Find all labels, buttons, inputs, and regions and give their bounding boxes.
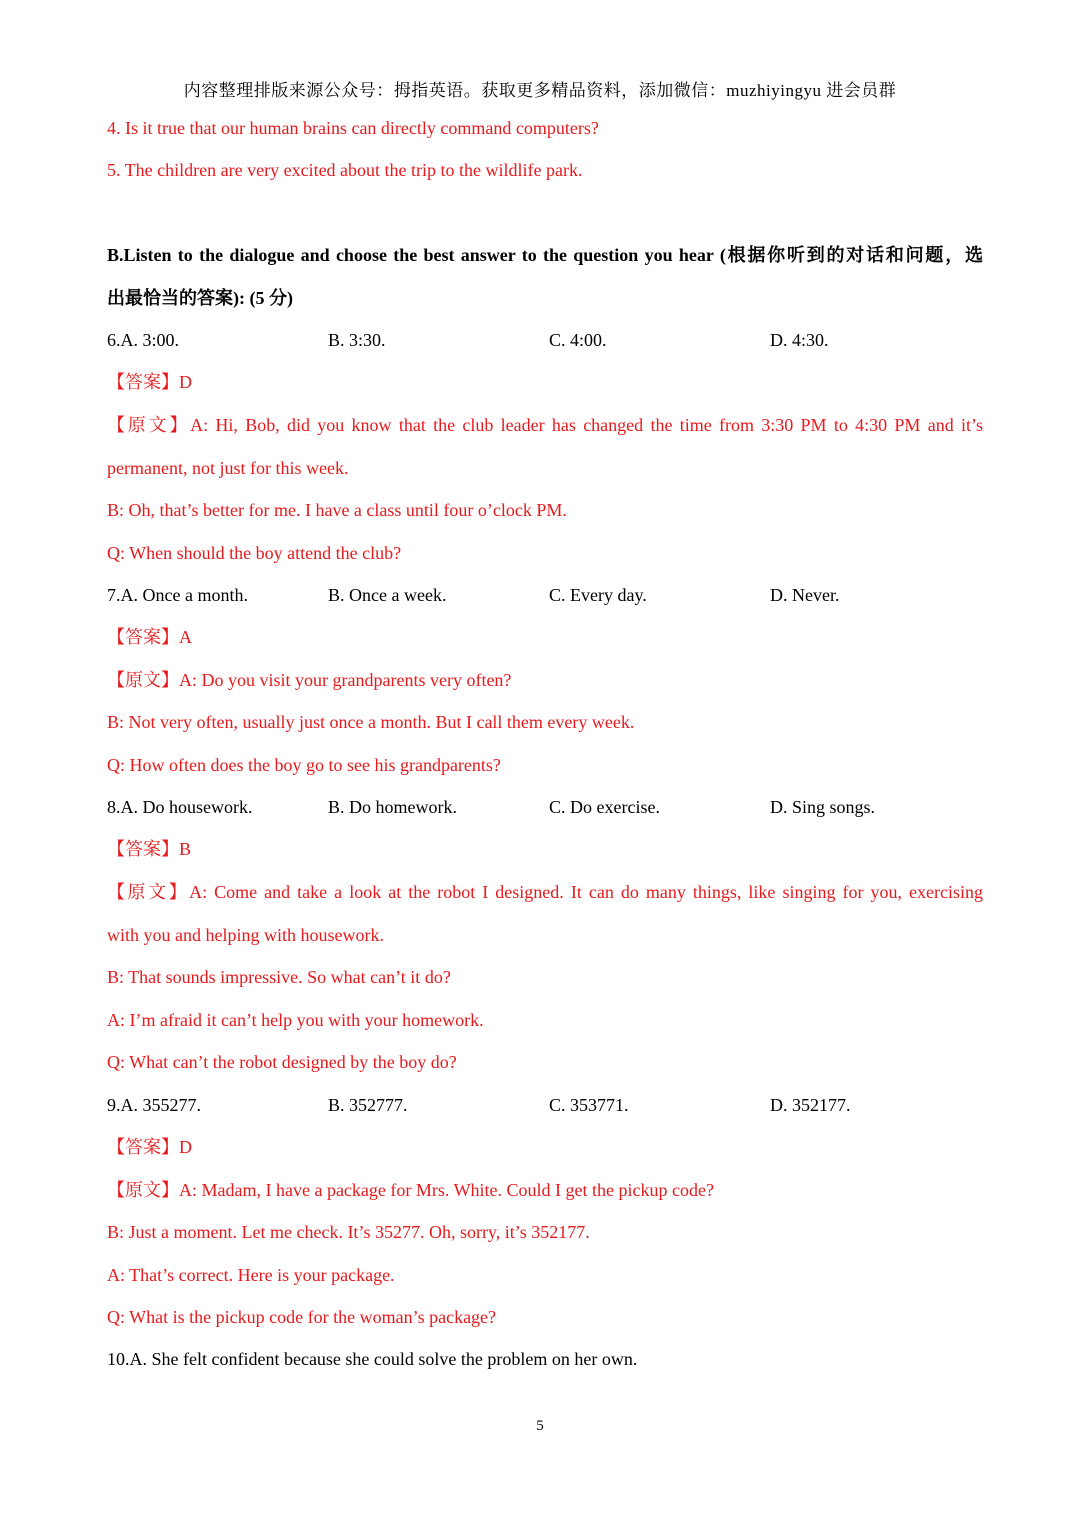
question-4-text: 4. Is it true that our human brains can directly command computers? xyxy=(107,118,599,138)
section-b-title: B.Listen to the dialogue and choose the best answer to the question you hear (根据你听到的对话和问题，选 xyxy=(107,245,983,265)
option-c: C. Every day. xyxy=(549,585,647,605)
script-8-line: with you and helping with housework. xyxy=(107,925,384,945)
option-c: C. 4:00. xyxy=(549,330,607,350)
script-7-line: 【原文】A: Do you visit your grandparents very often? xyxy=(107,670,512,690)
script-9-line: 【原文】A: Madam, I have a package for Mrs. White. Could I get the pickup code? xyxy=(107,1180,714,1200)
question-5-text: 5. The children are very excited about the trip to the wildlife park. xyxy=(107,160,583,180)
question-10-option-a: 10.A. She felt confident because she could solve the problem on her own. xyxy=(107,1349,638,1369)
answer-8: 【答案】B xyxy=(107,839,192,859)
script-8-line: B: That sounds impressive. So what can’t it do? xyxy=(107,967,451,987)
script-9-question: Q: What is the pickup code for the woman’s package? xyxy=(107,1307,497,1327)
option-b: B. Once a week. xyxy=(328,585,447,605)
option-c: C. Do exercise. xyxy=(549,797,660,817)
script-6-line: 【原文】A: Hi, Bob, did you know that the club leader has changed the time from 3:30 PM to 4:30 PM and it’s xyxy=(107,415,983,435)
option-b: B. 3:30. xyxy=(328,330,386,350)
script-9-line: B: Just a moment. Let me check. It’s 35277. Oh, sorry, it’s 352177. xyxy=(107,1222,590,1242)
option-d: D. Never. xyxy=(770,585,840,605)
script-8-line: A: I’m afraid it can’t help you with your homework. xyxy=(107,1010,484,1030)
page-number: 5 xyxy=(536,1418,544,1434)
answer-7: 【答案】A xyxy=(107,627,192,647)
script-7-question: Q: How often does the boy go to see his grandparents? xyxy=(107,755,501,775)
option-a: 9.A. 355277. xyxy=(107,1095,201,1115)
script-6-line: permanent, not just for this week. xyxy=(107,458,349,478)
script-8-line: 【原文】A: Come and take a look at the robot I designed. It can do many things, like singing for you, exercising xyxy=(107,882,983,902)
page-header: 内容整理排版来源公众号：拇指英语。获取更多精品资料，添加微信：muzhiyingyu 进会员群 xyxy=(183,81,897,100)
option-b: B. 352777. xyxy=(328,1095,408,1115)
answer-6: 【答案】D xyxy=(107,372,192,392)
answer-9: 【答案】D xyxy=(107,1137,192,1157)
option-a: 7.A. Once a month. xyxy=(107,585,248,605)
option-b: B. Do homework. xyxy=(328,797,457,817)
option-a: 6.A. 3:00. xyxy=(107,330,179,350)
option-d: D. 4:30. xyxy=(770,330,829,350)
script-6-question: Q: When should the boy attend the club? xyxy=(107,543,402,563)
section-b-title-cont: 出最恰当的答案): (5 分) xyxy=(107,288,293,308)
script-7-line: B: Not very often, usually just once a month. But I call them every week. xyxy=(107,712,635,732)
option-c: C. 353771. xyxy=(549,1095,629,1115)
script-8-question: Q: What can’t the robot designed by the boy do? xyxy=(107,1052,457,1072)
option-a: 8.A. Do housework. xyxy=(107,797,253,817)
option-d: D. Sing songs. xyxy=(770,797,876,817)
option-d: D. 352177. xyxy=(770,1095,851,1115)
script-6-line: B: Oh, that’s better for me. I have a class until four o’clock PM. xyxy=(107,500,567,520)
script-9-line: A: That’s correct. Here is your package. xyxy=(107,1265,395,1285)
